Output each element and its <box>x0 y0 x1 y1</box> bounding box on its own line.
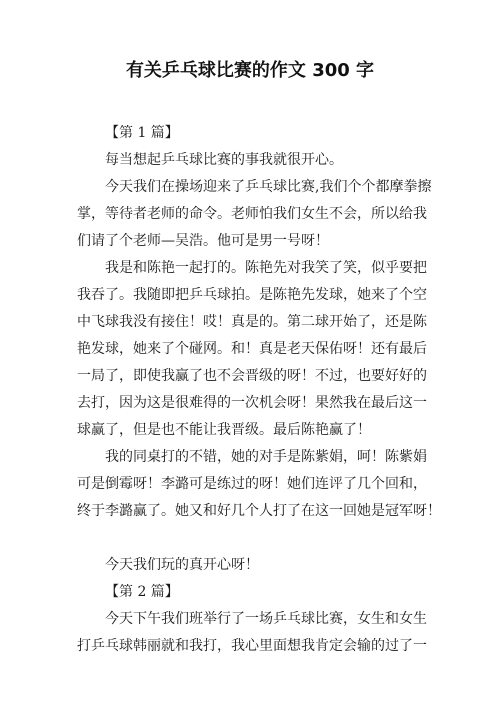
document-body <box>77 120 441 660</box>
paragraph-line: 打乒乓球韩丽就和我打，我心里面想我肯定会输的过了一 <box>77 638 427 654</box>
paragraph-line: 【第 1 篇】 <box>105 125 179 141</box>
paragraph-line: 每当想起乒乓球比赛的事我就很开心。 <box>105 152 343 168</box>
paragraph-line: 一局了，即使我赢了也不会晋级的呀！不过，也要好好的 <box>77 368 427 384</box>
paragraph-line: 我吞了。我随即把乒乓球拍。是陈艳先发球，她来了个空 <box>77 287 427 303</box>
paragraph-line: 今天我们在操场迎来了乒乓球比赛,我们个个都摩拳擦 <box>105 179 432 195</box>
paragraph-line: 可是倒霉呀！李潞可是练过的呀！她们连评了几个回和， <box>77 476 427 492</box>
paragraph-line: 终于李潞赢了。她又和好几个人打了在这一回她是冠军呀！ <box>77 503 441 519</box>
paragraph-line: 今天下午我们班举行了一场乒乓球比赛，女生和女生 <box>105 611 427 627</box>
paragraph-line: 球赢了，但是也不能让我晋级。最后陈艳赢了！ <box>77 422 371 438</box>
paragraph-line: 中飞球我没有接住！哎！真是的。第二球开始了，还是陈 <box>77 314 427 330</box>
document-title: 有关乒乓球比赛的作文 300 字 <box>125 60 375 81</box>
paragraph-line: 们请了个老师—吴浩。他可是男一号呀！ <box>77 233 329 249</box>
blank-line <box>77 525 420 552</box>
paragraph-line: 我的同桌打的不错，她的对手是陈紫娟，呵！陈紫娟 <box>105 449 427 465</box>
paragraph-line: 我是和陈艳一起打的。陈艳先对我笑了笑，似乎要把 <box>105 260 427 276</box>
paragraph-line: 【第 2 篇】 <box>105 584 179 600</box>
paragraph-line: 今天我们玩的真开心呀！ <box>105 557 259 573</box>
paragraph-line: 去打，因为这是很难得的一次机会呀！果然我在最后这一 <box>77 395 427 411</box>
paragraph-line: 掌，等待者老师的命令。老师怕我们女生不会，所以给我 <box>77 206 427 222</box>
paragraph-line: 艳发球，她来了个碰网。和！真是老天保佑呀！还有最后 <box>77 341 427 357</box>
